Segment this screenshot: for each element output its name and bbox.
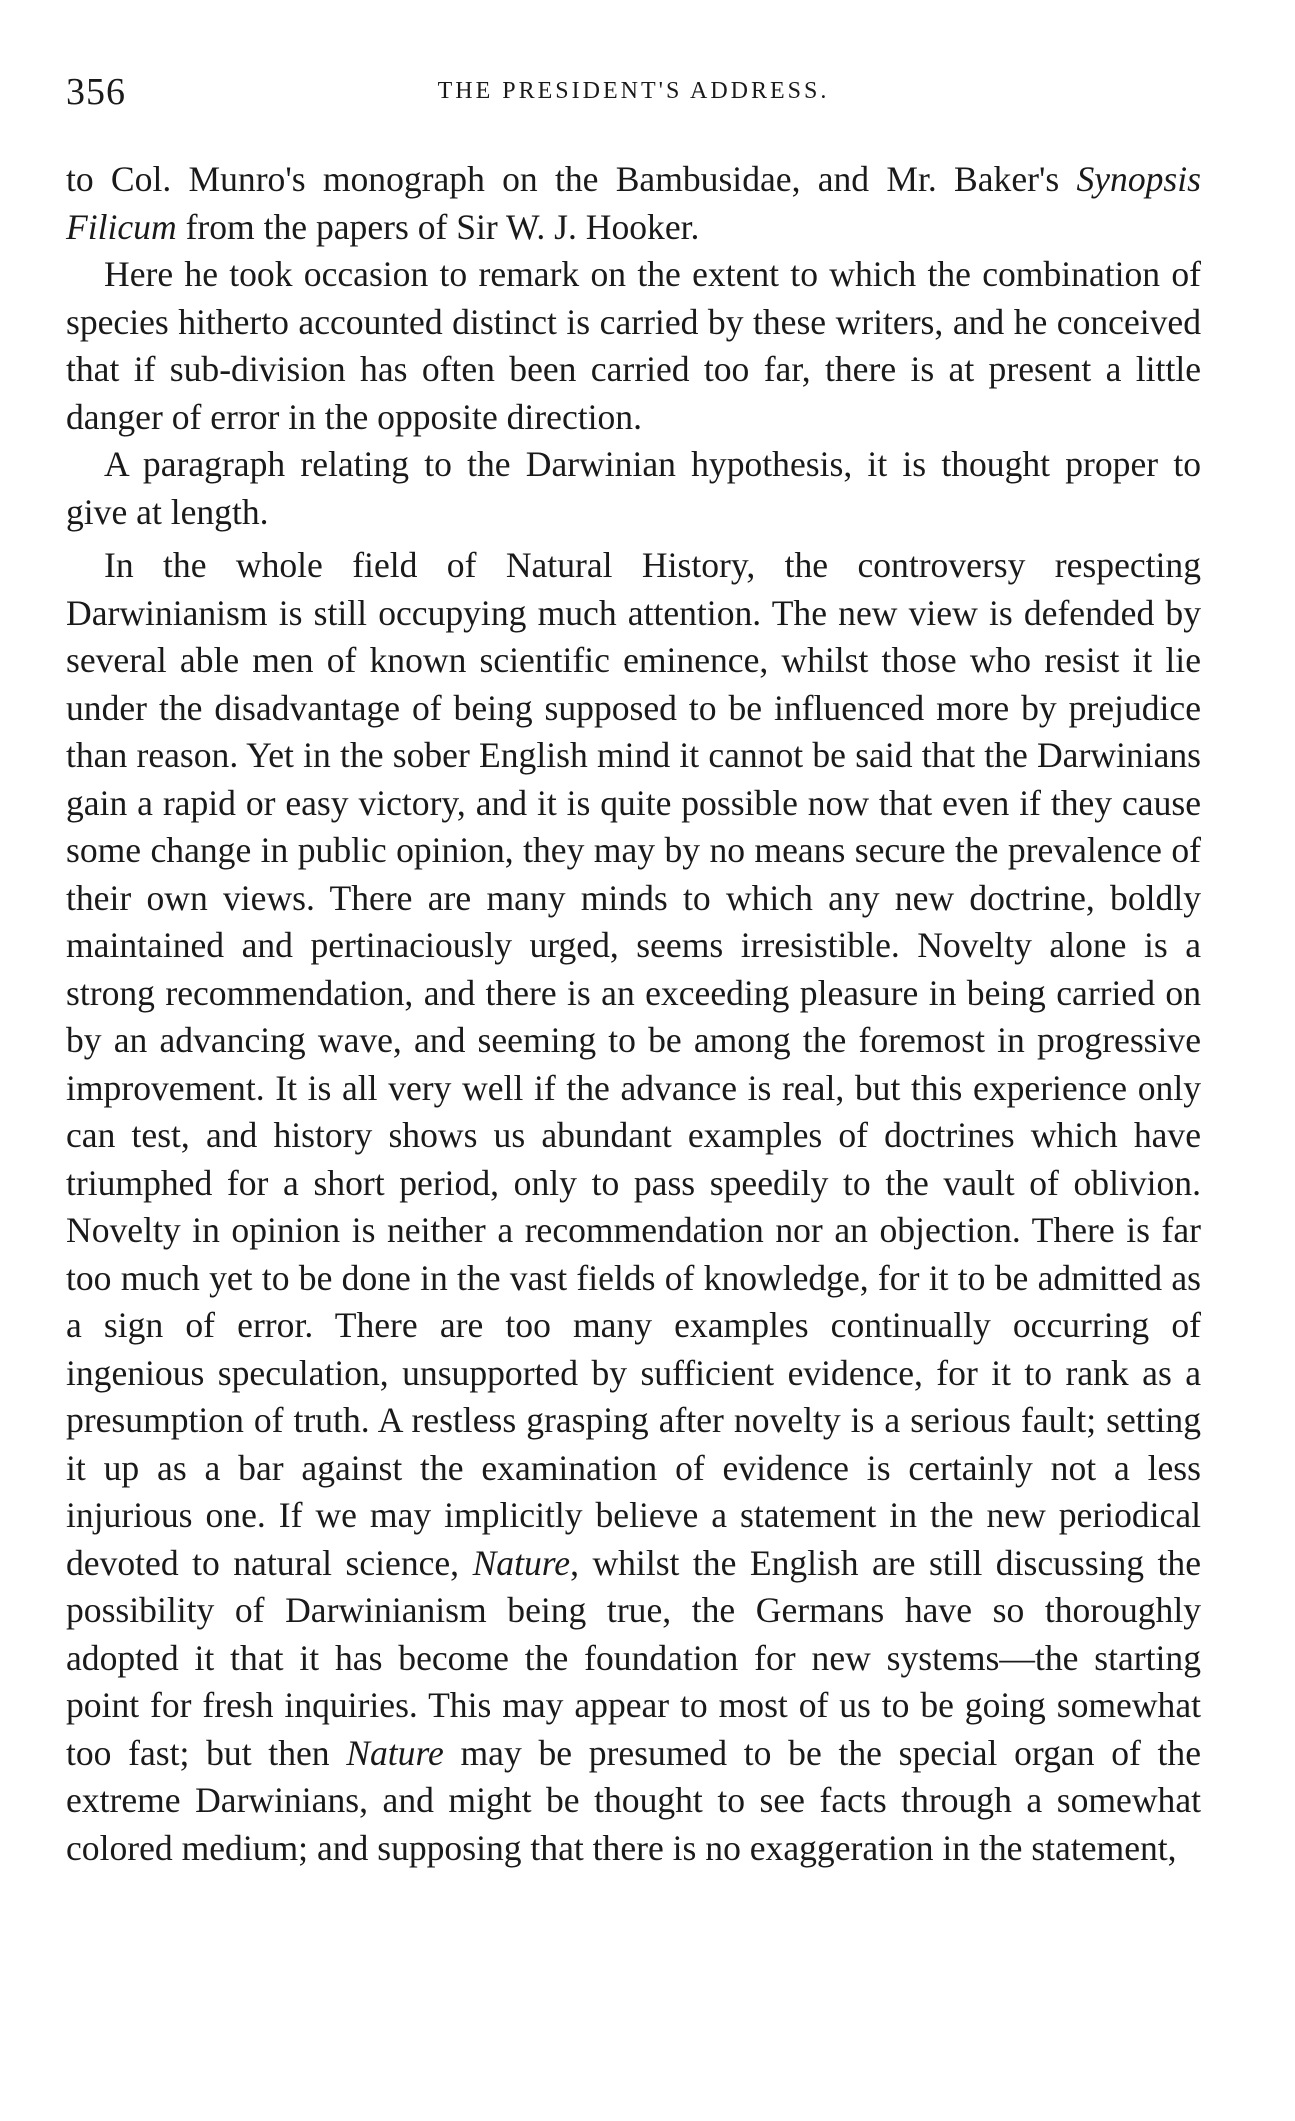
book-page — [66, 70, 1201, 1872]
paragraph-darwinian-intro — [66, 441, 1201, 536]
text-run: from the papers of Sir W. J. Hooker. — [176, 206, 700, 247]
italic-text-run: Synopsis Filicum — [66, 159, 1201, 247]
text-run: to Col. Munro's monograph on the Bambusidae, and Mr. Baker's — [66, 159, 1077, 199]
page-header — [66, 70, 1201, 130]
running-head: THE PRESIDENT'S ADDRESS. — [437, 78, 830, 104]
text-run: may be presumed to be the special organ of the extreme Darwinians, and might be thought to see facts through a somewhat colored medium; and supposing that there is no exaggeration in the statement, — [66, 1732, 1202, 1868]
text-run: , whilst the English are still discussing the possibility of Darwinianism being true, the Germans have so thoroughly adopted it that it has become the foundation for new systems—the starting point for fresh inquiries. This may appear to most of us to be going somewhat too fast; but then — [66, 1542, 1201, 1773]
italic-text-run: Nature — [472, 1542, 571, 1583]
text-run: Here he took occasion to remark on the extent to which the combination of species hitherto accounted distinct is carried by these writers, and he conceived that if sub-division has often been carried too far, there is at present a little danger of error in the opposite direction. — [66, 254, 1201, 437]
page-number: 356 — [66, 71, 126, 113]
text-run: A paragraph relating to the Darwinian hypothesis, it is thought proper to give at length. — [66, 444, 1201, 532]
italic-text-run: Nature — [346, 1732, 444, 1773]
paragraph-quoted-address — [66, 542, 1201, 1872]
paragraph-combination — [66, 251, 1201, 441]
paragraph-continuation — [66, 156, 1201, 251]
text-run: In the whole field of Natural History, the controversy respecting Darwinianism is still occupying much attention. The new view is defended by several able men of known scientific eminence, whilst those who resist it lie under the disadvantage of being supposed to be influenced more by prejudice than reason. Yet in the sober English mind it cannot be said that the Darwinians gain a rapid or easy victory, and it is quite possible now that even if they cause some change in public opinion, they may by no means secure the prevalence of their own views. There are many minds to which any new doctrine, boldly maintained and pertinaciously urged, seems irresistible. Novelty alone is a strong recommendation, and there is an exceeding pleasure in being carried on by an advancing wave, and seeming to be among the foremost in progressive improvement. It is all very well if the advance is real, but this experience only can test, and history shows us abundant examples of doctrines which have triumphed for a short period, only to pass speedily to the vault of oblivion. Novelty in opinion is neither a recommendation nor an objection. There is far too much yet to be done in the vast fields of knowledge, for it to be admitted as a sign of error. There are too many examples continually occurring of ingenious speculation, unsupported by sufficient evidence, for it to rank as a presumption of truth. A restless grasping after novelty is a serious fault; setting it up as a bar against the examination of evidence is certainly not a less injurious one. If we may implicitly believe a statement in the new periodical devoted to natural science, — [66, 545, 1201, 1583]
